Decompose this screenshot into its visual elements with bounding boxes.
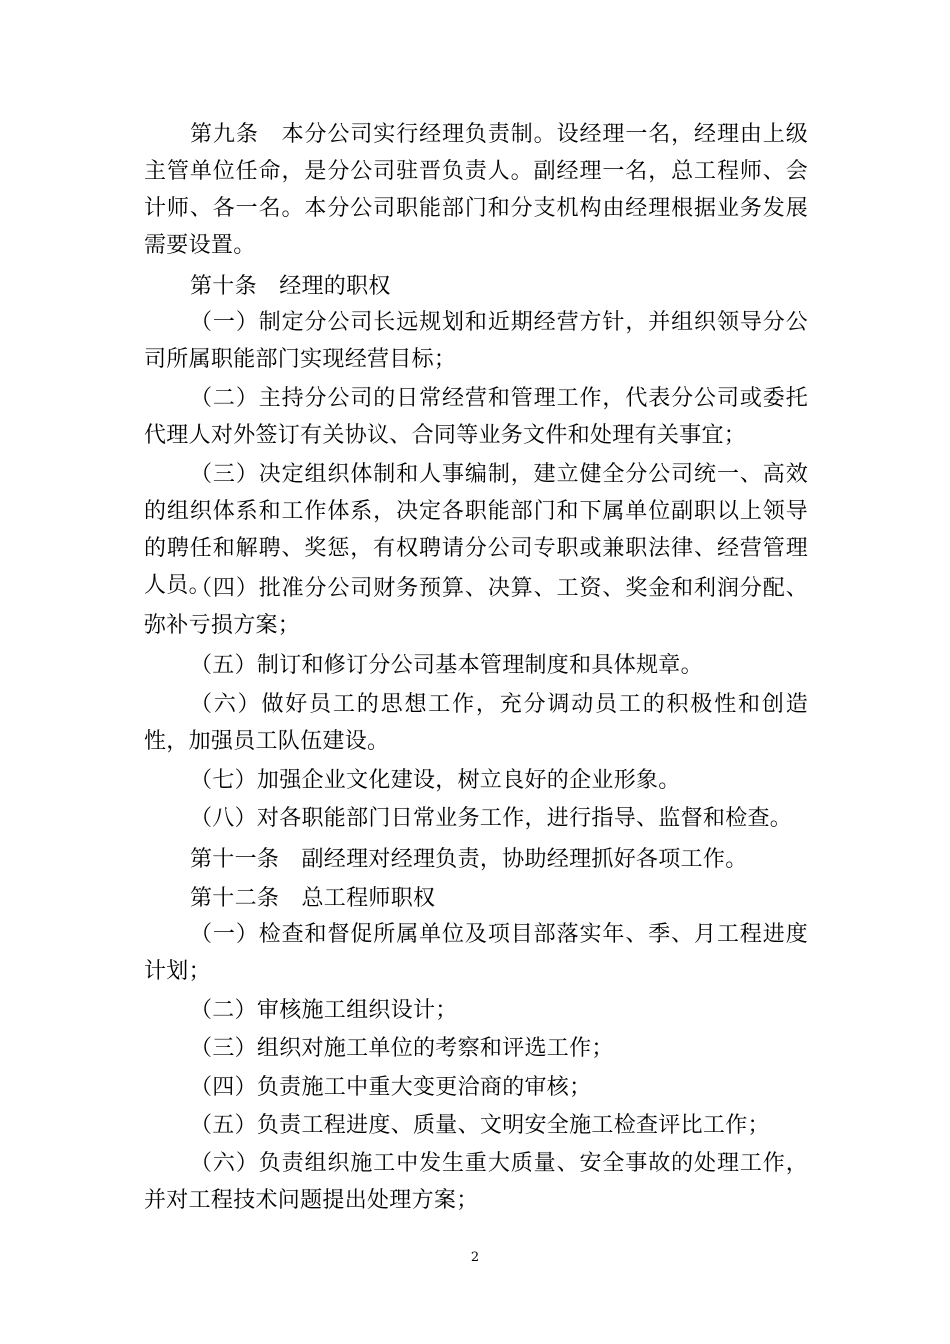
- article-12-item-3: （三）组织对施工单位的考察和评选工作；: [190, 1036, 614, 1061]
- article-10-item-1: （一）制定分公司长远规划和近期经营方针，并组织领导分公司所属职能部门实现经营目标；: [144, 310, 808, 372]
- article-10-item-3: （三）决定组织体制和人事编制，建立健全分公司统一、高效的组织体系和工作体系，决定各职能部门和下属单位副职以上领导的聘任和解聘、奖惩，有权聘请分公司专职或兼职法律、经营管理人员。: [144, 462, 808, 598]
- article-10-heading: 第十条 经理的职权: [190, 274, 391, 299]
- article-12-heading: 第十二条 总工程师职权: [190, 886, 436, 911]
- article-12-item-5: （五）负责工程进度、质量、文明安全施工检查评比工作；: [190, 1113, 770, 1138]
- article-12-item-4: （四）负责施工中重大变更洽商的审核；: [190, 1075, 592, 1100]
- article-10-item-2: （二）主持分公司的日常经营和管理工作，代表分公司或委托代理人对外签订有关协议、合同等业务文件和处理有关事宜；: [144, 386, 808, 448]
- article-12-item-6: （六）负责组织施工中发生重大质量、安全事故的处理工作，并对工程技术问题提出处理方案；: [144, 1151, 808, 1213]
- article-12-item-1: （一）检查和督促所属单位及项目部落实年、季、月工程进度计划；: [144, 922, 808, 984]
- article-10-item-8: （八）对各职能部门日常业务工作，进行指导、监督和检查。: [190, 806, 793, 831]
- article-10-item-7: （七）加强企业文化建设，树立良好的企业形象。: [190, 768, 681, 793]
- article-10-item-6: （六）做好员工的思想工作，充分调动员工的积极性和创造性，加强员工队伍建设。: [144, 692, 808, 754]
- article-9-paragraph: 第九条 本分公司实行经理负责制。设经理一名，经理由上级主管单位任命，是分公司驻晋负责人。副经理一名，总工程师、会计师、各一名。本分公司职能部门和分支机构由经理根据业务发展需要设置。: [144, 122, 808, 258]
- article-10-item-5: （五）制订和修订分公司基本管理制度和具体规章。: [190, 653, 703, 678]
- article-11-paragraph: 第十一条 副经理对经理负责，协助经理抓好各项工作。: [190, 847, 748, 872]
- page-number: 2: [470, 1250, 480, 1265]
- article-10-item-4: （四）批准分公司财务预算、决算、工资、奖金和利润分配、弥补亏损方案；: [144, 576, 808, 638]
- article-12-item-2: （二）审核施工组织设计；: [190, 998, 458, 1023]
